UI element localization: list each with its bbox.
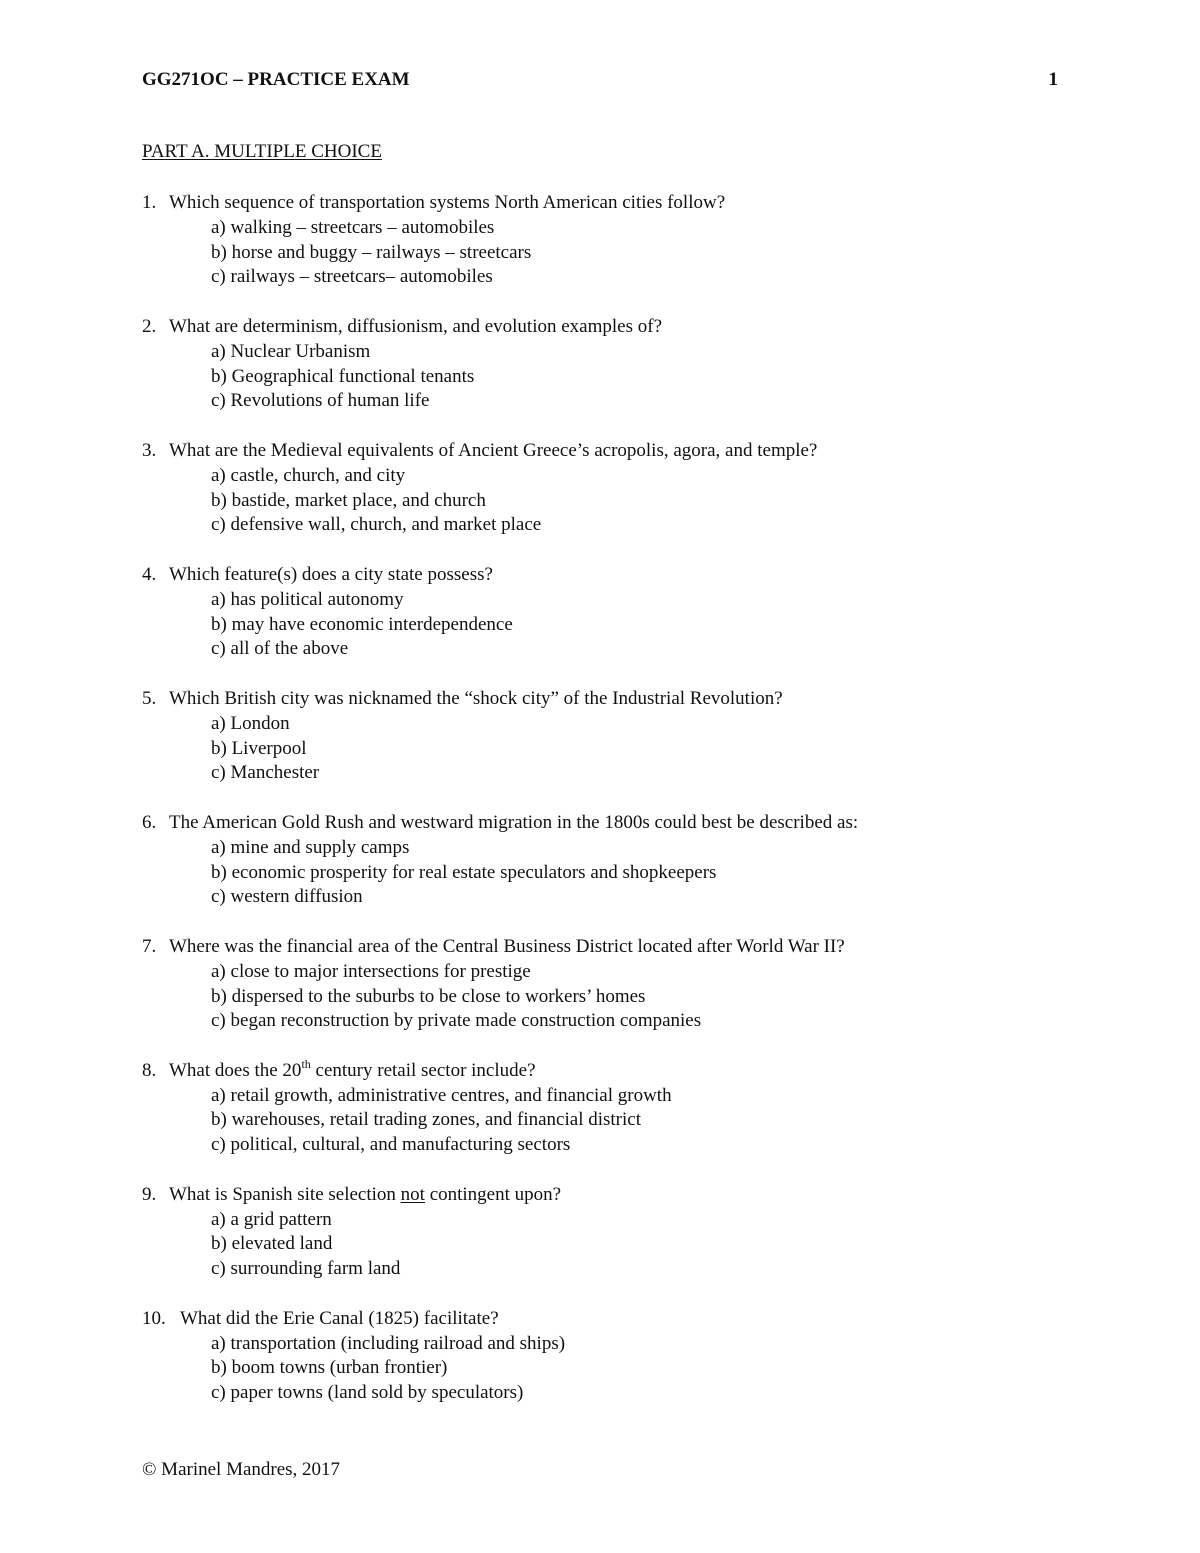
question-text bbox=[169, 1056, 536, 1084]
question-number: 4. bbox=[142, 563, 157, 585]
question-9 bbox=[142, 1183, 1082, 1282]
answer-option: a) close to major intersections for prestige bbox=[211, 960, 531, 982]
answer-option: c) western diffusion bbox=[211, 886, 363, 908]
question-number: 6. bbox=[142, 811, 157, 833]
answer-options bbox=[142, 1332, 1082, 1406]
question-text-end: century retail sector include? bbox=[310, 1059, 536, 1081]
ordinal-superscript: th bbox=[301, 1056, 311, 1071]
copyright-footer: © Marinel Mandres, 2017 bbox=[142, 1459, 341, 1480]
answer-option: b) economic prosperity for real estate speculators and shopkeepers bbox=[211, 861, 717, 883]
answer-option: b) warehouses, retail trading zones, and financial district bbox=[211, 1109, 641, 1131]
question-list bbox=[142, 191, 1082, 1431]
answer-option: a) castle, church, and city bbox=[211, 464, 406, 486]
question-3 bbox=[142, 439, 1082, 538]
answer-option: a) walking – streetcars – automobiles bbox=[211, 216, 495, 238]
question-text: What did the Erie Canal (1825) facilitate? bbox=[180, 1307, 499, 1329]
answer-option: c) Manchester bbox=[211, 762, 320, 784]
answer-option: c) Revolutions of human life bbox=[211, 390, 430, 412]
question-number: 1. bbox=[142, 192, 157, 213]
question-text: What are the Medieval equivalents of Ancient Greece’s acropolis, agora, and temple? bbox=[169, 439, 818, 461]
question-text: Which British city was nicknamed the “shock city” of the Industrial Revolution? bbox=[169, 687, 783, 709]
page-header bbox=[142, 69, 1058, 97]
answer-option: b) Geographical functional tenants bbox=[211, 365, 475, 387]
question-number: 10. bbox=[142, 1307, 166, 1329]
question-text-start: What is Spanish site selection bbox=[169, 1183, 401, 1205]
question-number: 7. bbox=[142, 935, 157, 957]
question-text-start: What does the 20 bbox=[169, 1059, 302, 1081]
question-10 bbox=[142, 1307, 1082, 1406]
answer-option: a) retail growth, administrative centres, and financial growth bbox=[211, 1084, 672, 1106]
question-text-end: contingent upon? bbox=[424, 1183, 562, 1205]
answer-option: b) horse and buggy – railways – streetcars bbox=[211, 241, 532, 263]
question-6 bbox=[142, 811, 1082, 910]
answer-options bbox=[142, 836, 1082, 910]
answer-option: c) surrounding farm land bbox=[211, 1258, 401, 1280]
answer-option: c) railways – streetcars– automobiles bbox=[211, 266, 493, 288]
question-text bbox=[169, 1183, 561, 1208]
answer-options bbox=[142, 340, 1082, 414]
answer-option: c) began reconstruction by private made construction companies bbox=[211, 1010, 702, 1032]
answer-option: a) mine and supply camps bbox=[211, 836, 410, 858]
question-2 bbox=[142, 315, 1082, 414]
page-number: 1 bbox=[1048, 69, 1058, 90]
section-heading: PART A. MULTIPLE CHOICE bbox=[142, 141, 382, 162]
question-8 bbox=[142, 1056, 1082, 1158]
answer-options bbox=[142, 712, 1082, 786]
answer-options bbox=[142, 588, 1082, 662]
question-7 bbox=[142, 935, 1082, 1034]
answer-options bbox=[142, 960, 1082, 1034]
answer-option: b) dispersed to the suburbs to be close to workers’ homes bbox=[211, 985, 646, 1007]
question-text: Which feature(s) does a city state possess? bbox=[169, 563, 493, 585]
question-number: 9. bbox=[142, 1183, 157, 1205]
answer-option: a) transportation (including railroad and ships) bbox=[211, 1332, 566, 1354]
question-1 bbox=[142, 191, 1082, 290]
question-text: What are determinism, diffusionism, and evolution examples of? bbox=[169, 315, 662, 337]
question-text: Where was the financial area of the Central Business District located after World War II? bbox=[169, 935, 845, 957]
question-number: 3. bbox=[142, 439, 157, 461]
answer-option: c) paper towns (land sold by speculators) bbox=[211, 1382, 524, 1404]
answer-option: a) London bbox=[211, 712, 290, 734]
question-number: 5. bbox=[142, 687, 157, 709]
answer-option: c) political, cultural, and manufacturing sectors bbox=[211, 1134, 571, 1156]
question-number: 2. bbox=[142, 315, 157, 337]
answer-option: b) Liverpool bbox=[211, 737, 307, 759]
answer-options bbox=[142, 216, 1082, 290]
answer-option: b) elevated land bbox=[211, 1233, 333, 1255]
answer-option: c) all of the above bbox=[211, 638, 349, 660]
answer-option: a) a grid pattern bbox=[211, 1208, 332, 1230]
answer-option: b) boom towns (urban frontier) bbox=[211, 1357, 448, 1379]
question-number: 8. bbox=[142, 1059, 157, 1081]
answer-option: c) defensive wall, church, and market place bbox=[211, 514, 542, 536]
emphasized-word: not bbox=[400, 1183, 425, 1205]
answer-option: a) has political autonomy bbox=[211, 588, 404, 610]
question-4 bbox=[142, 563, 1082, 662]
answer-option: b) may have economic interdependence bbox=[211, 613, 513, 635]
answer-option: b) bastide, market place, and church bbox=[211, 489, 486, 511]
answer-options bbox=[142, 1084, 1082, 1158]
question-text: The American Gold Rush and westward migration in the 1800s could best be described as: bbox=[169, 811, 859, 833]
question-5 bbox=[142, 687, 1082, 786]
answer-option: a) Nuclear Urbanism bbox=[211, 340, 371, 362]
question-text: Which sequence of transportation systems North American cities follow? bbox=[169, 192, 726, 213]
document-title: GG271OC – PRACTICE EXAM bbox=[142, 69, 410, 90]
answer-options bbox=[142, 464, 1082, 538]
answer-options bbox=[142, 1208, 1082, 1282]
